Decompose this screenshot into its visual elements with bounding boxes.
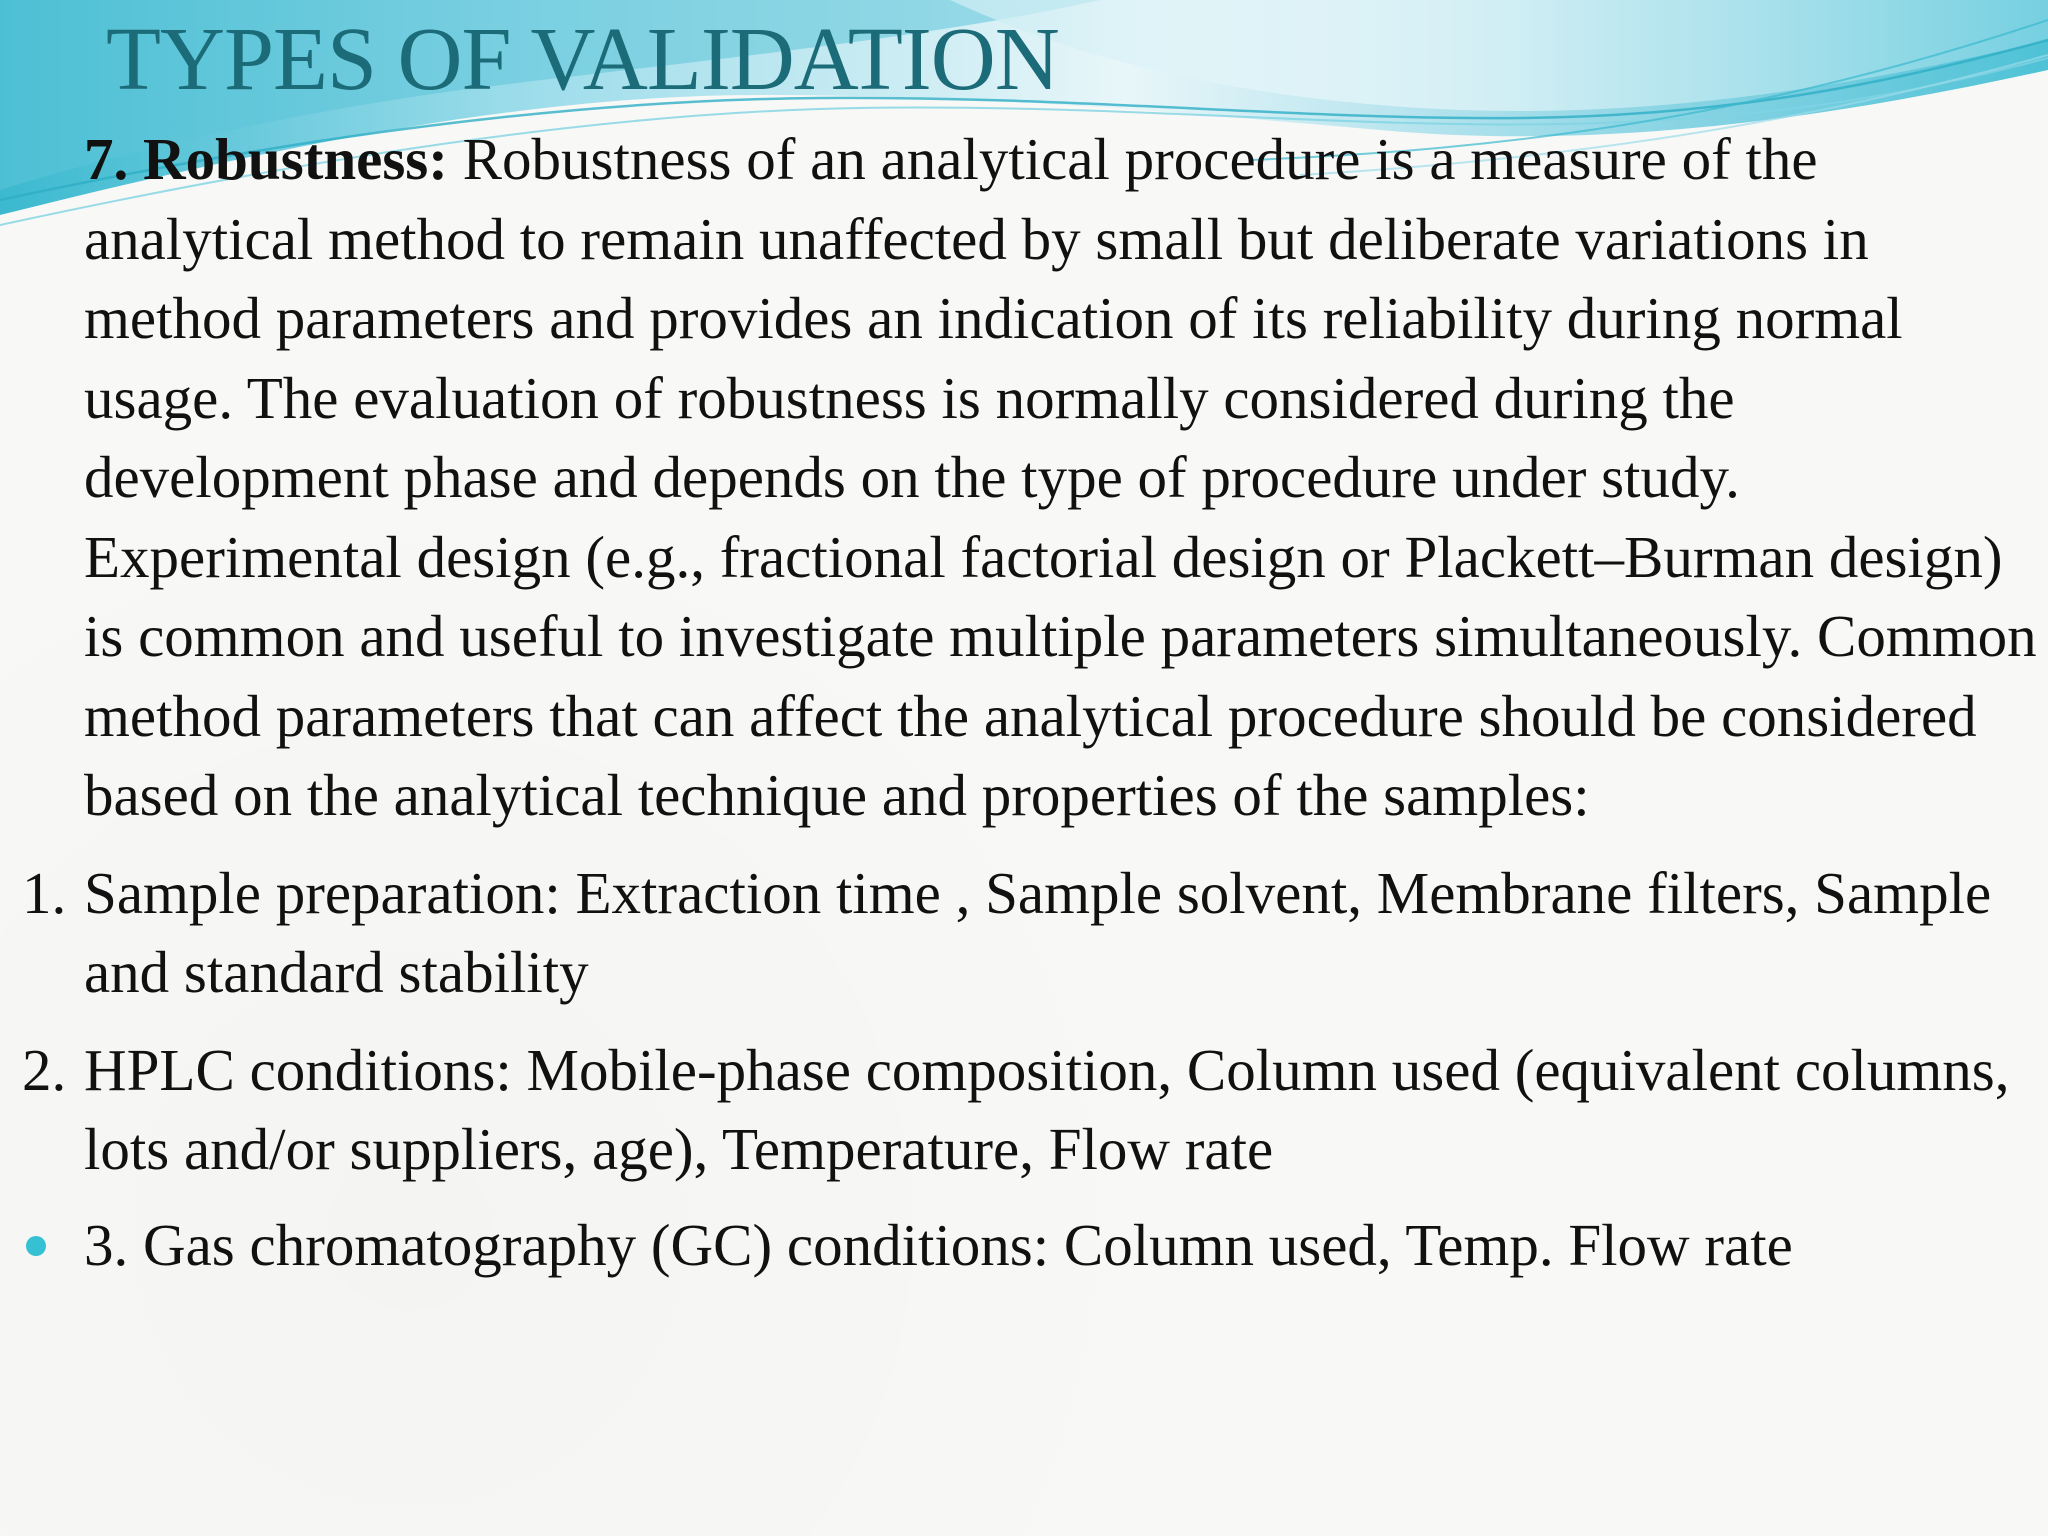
paragraph-lead: 7. Robustness: xyxy=(84,126,448,192)
paragraph-text: Robustness of an analytical procedure is a measure of the analytical method to remain unaffected by small but deliberate variations in method parameters and provides an indication of its reliability during normal usage. The evaluation of robustness is normally considered during the development phase and depends on the type of procedure under study. Experimental design (e.g., fractional factorial design or Plackett–Burman design) is common and useful to investigate multiple parameters simultaneously. Common method parameters that can affect the analytical procedure should be considered based on the analytical technique and properties of the samples: xyxy=(84,126,2037,828)
list-item-number: 1. xyxy=(22,859,67,926)
list-item-gc-conditions xyxy=(0,1206,2040,1286)
list-item-text: 3. Gas chromatography (GC) conditions: Column used, Temp. Flow rate xyxy=(84,1211,1793,1278)
list-item-text: Sample preparation: Extraction time , Sample solvent, Membrane filters, Sample and standard stability xyxy=(84,859,1992,1005)
robustness-paragraph xyxy=(0,120,2040,836)
list-item-hplc-conditions xyxy=(0,1031,2040,1190)
slide-content xyxy=(0,120,2040,1285)
list-item-number: 2. xyxy=(22,1036,67,1103)
list-item-text: HPLC conditions: Mobile-phase composition, Column used (equivalent columns, lots and/or suppliers, age), Temperature, Flow rate xyxy=(84,1036,2010,1182)
slide-title: TYPES OF VALIDATION xyxy=(106,10,1059,109)
bullet-dot-icon xyxy=(26,1236,46,1256)
list-item-sample-preparation xyxy=(0,854,2040,1013)
